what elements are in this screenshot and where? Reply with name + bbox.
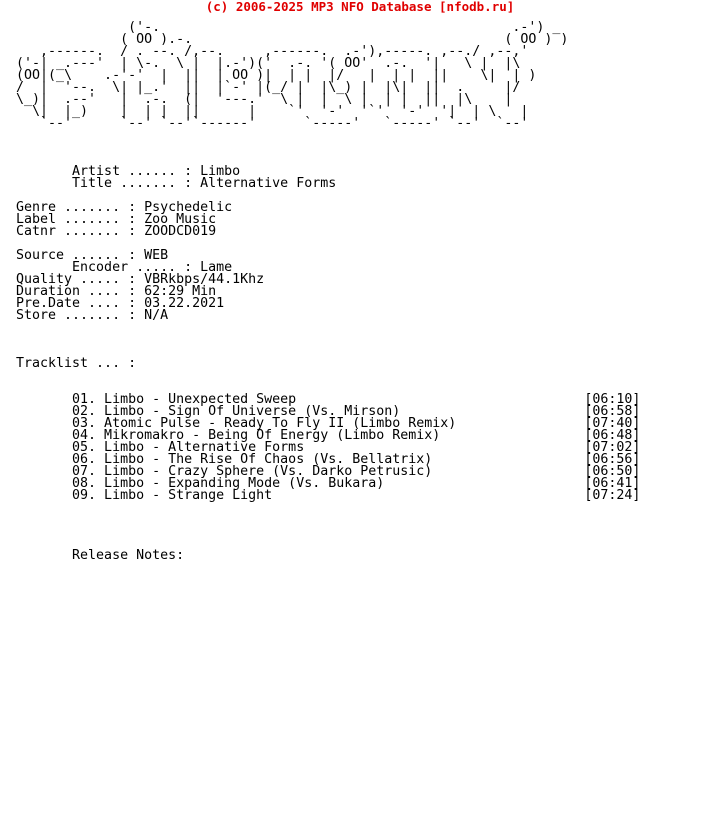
track-row: 09. Limbo - Strange Light [07:24] <box>16 488 641 503</box>
track-row: 08. Limbo - Expanding Mode (Vs. Bukara) [06:41] <box>16 476 641 491</box>
info-line: Genre ....... : Psychedelic <box>16 200 233 215</box>
info-line: Source ...... : WEB <box>16 248 169 263</box>
ascii-logo-line: (OO|(_\ .-'-' | || | OO )| | | |/ | | | || \| | ) <box>16 68 537 83</box>
track-row: 06. Limbo - The Rise Of Chaos (Vs. Bellatrix) [06:56] <box>16 452 641 467</box>
ascii-logo-line: ('-. .-') _ <box>16 20 561 35</box>
release-info <box>16 164 336 323</box>
track-row: 04. Mikromakro - Being Of Energy (Limbo Remix) [06:48] <box>16 428 641 443</box>
ascii-logo-line: ,------. / . --. /,--. ,------. .-'),-----. ,--./ ,--,' <box>16 44 529 59</box>
nfodb-header: (c) 2006-2025 MP3 NFO Database [nfodb.ru] <box>205 0 515 14</box>
info-line: Quality ..... : VBRkbps/44.1Khz <box>16 272 265 287</box>
track-row: 01. Limbo - Unexpected Sweep [06:10] <box>16 392 641 407</box>
tracklist <box>16 392 640 503</box>
ascii-logo-line: ('-| _.---' | \-. \ | |.-')(' .-. '( OO' .-. '| \ | |\ <box>16 56 521 71</box>
ascii-logo-line: / | '--. \| |_.' || |`-' |(_/ | |\_) | |\| || . |/ <box>16 80 521 95</box>
info-line: Catnr ....... : ZOODCD019 <box>16 224 217 239</box>
info-line: Label ....... : Zoo Music <box>16 212 217 227</box>
ascii-logo-line: `--' `--' `--'`------' `-----' `-----' `--' `--' <box>16 116 529 131</box>
track-row: 03. Atomic Pulse - Ready To Fly II (Limbo Remix) [07:40] <box>16 416 641 431</box>
nfo-text <box>16 22 640 562</box>
ascii-logo-line: \_)| .--' | .-. (| '---.' \ | | \ | | | || |\ | <box>16 92 513 107</box>
tracklist-label: Tracklist ... : <box>16 356 137 371</box>
release-notes-label: Release Notes: <box>16 548 185 563</box>
track-row: 07. Limbo - Crazy Sphere (Vs. Darko Petrusic) [06:50] <box>16 464 641 479</box>
info-line: Store ....... : N/A <box>16 308 169 323</box>
ascii-logo <box>16 20 568 131</box>
track-row: 02. Limbo - Sign Of Universe (Vs. Mirson) [06:58] <box>16 404 641 419</box>
info-line: Artist ...... : Limbo <box>16 164 241 179</box>
info-line: Duration .... : 62:29 Min <box>16 284 217 299</box>
ascii-logo-line: \| |_) | | | || | `' '-' '`' '-' '| | \ | <box>16 104 529 119</box>
info-line: Encoder ..... : Lame <box>16 260 233 275</box>
info-line: Pre.Date .... : 03.22.2021 <box>16 296 225 311</box>
track-row: 05. Limbo - Alternative Forms [07:02] <box>16 440 641 455</box>
info-line: Title ....... : Alternative Forms <box>16 176 337 191</box>
ascii-logo-line: ( OO ).-. ( OO ) ) <box>16 32 569 47</box>
